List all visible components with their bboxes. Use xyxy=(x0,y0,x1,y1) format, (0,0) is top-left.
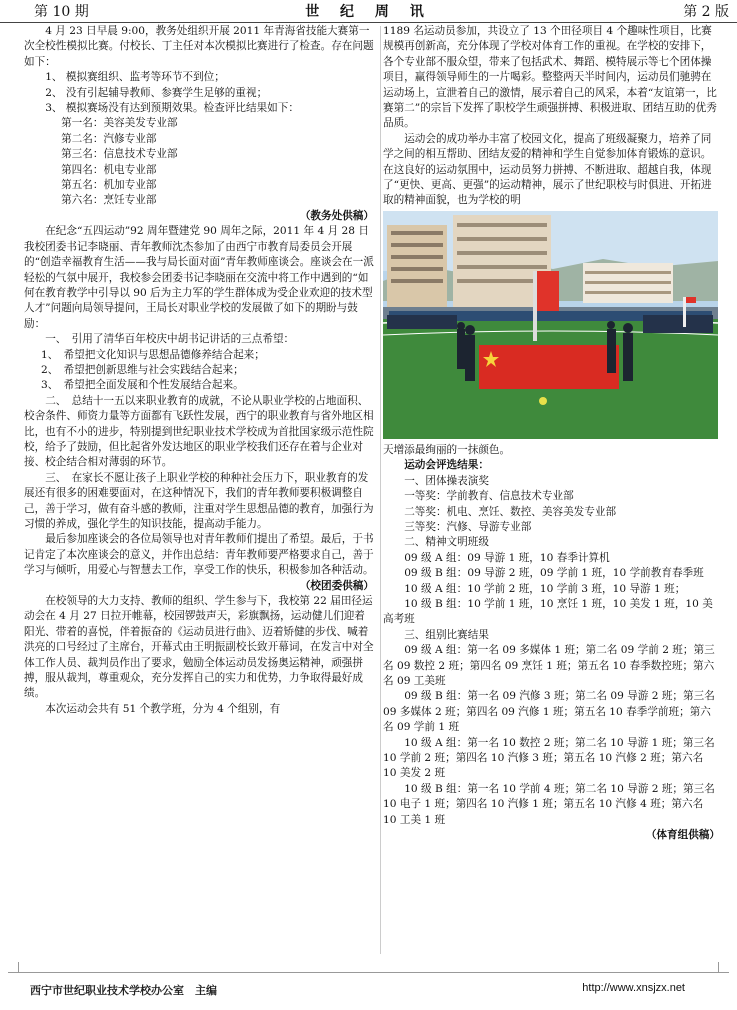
footer-rule xyxy=(18,972,719,973)
prize-line: 二等奖：机电、烹饪、数控、美容美发专业部 xyxy=(404,505,617,518)
ranking-item: 第一名：美容美发专业部 xyxy=(61,117,178,130)
spirit-line: 10 级 B 组：10 学前 1 班，10 烹饪 1 班，10 美发 1 班，10 美高考班 xyxy=(383,597,713,626)
page-header xyxy=(0,0,737,23)
newspaper-title: 世 纪 周 讯 xyxy=(305,4,432,20)
spirit-line: 10 级 A 组：10 学前 2 班，10 学前 3 班，10 导游 1 班； xyxy=(404,582,686,595)
contest-intro: 4 月 23 日早晨 9:00，教务处组织开展 2011 年青海省技能大赛第一次全校性模拟比赛。付校长、丁主任对本次模拟比赛进行了检查。存在问题如下： xyxy=(24,25,374,68)
prize-line: 三等奖：汽修、导游专业部 xyxy=(404,520,532,533)
hope-item: 2、 希望把创新思维与社会实践结合起来； xyxy=(40,363,244,376)
sports-meet-photo xyxy=(383,211,718,439)
results-title: 运动会评选结果： xyxy=(404,459,489,472)
issue-item: 2、 没有引起辅导教师、参赛学生足够的重视； xyxy=(45,86,268,99)
sports-meet-article: 在校领导的大力支持、教师的组织、学生参与下，我校第 22 届田径运动会在 4 月 27 日拉开帷幕，校园锣鼓声天，彩旗飘扬，运动健儿们迎着阳光、带着的喜悦，伴着振奋的《运动员进行曲》、迈着矫健的步伐、喊着洪亮的口号经过了主席台，开幕式由王明振副校长致开幕词，在发言中对全体工作人员、裁判员作出了要求，勉励全体运动员发扬奥运精神，顽强拼搏，服从裁判，尊重观众，充分发挥自己的实力和优势，力争取得最好成绩。 xyxy=(24,595,374,700)
hope-two: 二、 总结十一五以来职业教育的成就，不论从职业学校的占地面积、校舍条件、师资力量等方面都有飞跃性发展，西宁的职业教育与省外地区相比，也有不小的进步，特别提到世纪职业技术学校成为首批国家级示范性院校，给予了鼓励，但比起省外发达地区的职业学校我们还存在着与企业对接、校企结合相对薄弱的环节。 xyxy=(24,394,374,469)
group-result: 09 级 B 组：第一名 09 汽修 3 班；第二名 09 导游 2 班；第三名 09 多媒体 2 班；第四名 09 汽修 1 班；第五名 10 春季学前班；第六名 09 学前 1 班 xyxy=(383,690,715,734)
after-photo-text: 天增添最绚丽的一抹颜色。 xyxy=(383,443,511,456)
issue-number: 第 10 期 xyxy=(34,4,89,20)
hope-item: 3、 希望把全面发展和个性发展结合起来。 xyxy=(40,379,244,392)
source-credit: （体育组供稿） xyxy=(645,829,720,842)
hope-one: 一、 引用了清华百年校庆中胡书记讲话的三点希望： xyxy=(45,333,295,346)
spirit-line: 09 级 B 组：09 导游 2 班，09 学前 1 班，10 学前教育春季班 xyxy=(404,567,704,580)
issue-item: 1、 模拟赛组织、监考等环节不到位； xyxy=(45,71,225,84)
ranking-item: 第五名：机加专业部 xyxy=(61,179,157,192)
meeting-summary: 最后参加座谈会的各位局领导也对青年教师们提出了希望。最后，于书记肯定了本次座谈会的意义，并作出总结：青年教师要严格要求自己，善于学习与倾听，用爱心与智慧去工作，享受工作的快乐，积极参加各种活动。 xyxy=(24,533,374,577)
corner-mark xyxy=(718,962,729,973)
prize-line: 一等奖：学前教育、信息技术专业部 xyxy=(404,490,574,503)
page-number: 第 2 版 xyxy=(683,4,729,20)
culture-paragraph: 运动会的成功举办丰富了校园文化，提高了班级凝聚力，培养了同学之间的相互帮助、团结友爱的精神和学生自觉参加体育锻炼的意识。在这良好的运动氛围中，运动员努力拼搏、不断进取、超越自我，体现了“更快、更高、更强”的运动精神，展示了世纪职校与时俱进、开拓进取的精神面貌，也为学校的明 xyxy=(383,132,712,207)
section-team: 一、团体操表演奖 xyxy=(404,474,489,487)
ranking-item: 第六名：烹饪专业部 xyxy=(61,194,157,207)
website-link[interactable]: http://www.xnsjzx.net xyxy=(582,982,685,994)
right-column xyxy=(383,24,720,843)
group-result: 10 级 A 组：第一名 10 数控 2 班；第二名 10 导游 1 班；第三名 10 学前 2 班；第四名 10 汽修 3 班；第五名 10 汽修 2 班；第六名 10 美发 2 班 xyxy=(383,736,715,780)
ranking-item: 第四名：机电专业部 xyxy=(61,163,157,176)
athletes-paragraph: 1189 名运动员参加，共设立了 13 个田径项目 4 个趣味性项目，比赛规模再创新高，充分体现了学校对体育工作的重视。在学校的安排下，各个专业部不服众望，带来了包括武术、舞蹈、模特展示等七个团体操项目，赢得领导师生的一片喝彩。整整两天半时间内，运动员们驰骋在运动场上，宣泄着自己的激情，展示着自己的风采，本着“友谊第一，比赛第二”的宗旨下发挥了职校学生顽强拼搏、积极进取、团结互助的优秀品质。 xyxy=(383,25,717,130)
class-count: 本次运动会共有 51 个教学班，分为 4 个组别，有 xyxy=(45,702,281,715)
spirit-line: 09 级 A 组：09 导游 1 班，10 春季计算机 xyxy=(404,551,610,564)
source-credit: （校团委供稿） xyxy=(299,579,374,592)
section-spirit: 二、精神文明班级 xyxy=(404,536,489,549)
ranking-item: 第二名：汽修专业部 xyxy=(61,132,157,145)
hope-item: 1、 希望把文化知识与思想品德修养结合起来； xyxy=(40,348,265,361)
left-column xyxy=(24,24,374,717)
section-group: 三、组别比赛结果 xyxy=(404,628,489,641)
column-divider xyxy=(380,26,381,954)
group-result: 10 级 B 组：第一名 10 学前 4 班；第二名 10 导游 2 班；第三名 10 电子 1 班；第四名 10 汽修 1 班；第五名 10 汽修 4 班；第六名 10 工美 1 班 xyxy=(383,782,715,826)
editor-office: 西宁市世纪职业技术学校办公室 主编 xyxy=(30,984,217,997)
ranking-item: 第三名：信息技术专业部 xyxy=(61,148,178,161)
group-result: 09 级 A 组：第一名 09 多媒体 1 班；第二名 09 学前 2 班；第三名 09 数控 2 班；第四名 09 烹饪 1 班；第五名 10 春季数控班；第六名 09 工美班 xyxy=(383,644,715,687)
source-credit: （教务处供稿） xyxy=(299,209,374,222)
hope-three: 三、 在家长不愿让孩子上职业学校的种种社会压力下，职业教育的发展还有很多的困难要面对，在这种情况下，我们的青年教师要积极调整自己，善于学习，做有奋斗感的教师，注重对学生思想品德的教育，加强行为习惯的养成，强化学生的知识技能，提高动手能力。 xyxy=(24,471,374,530)
may4-article: 在纪念“五四运动”92 周年暨建党 90 周年之际，2011 年 4 月 28 日我校团委书记李晓丽、青年教师沈杰参加了由西宁市教育局委员会开展的“创造幸福教育生活——我与局长面对面”青年教师座谈会。座谈会在一派轻松的气氛中展开，我校参会团委书记李晓丽在交流中将工作中遇到的“如何在教育教学中引导以 90 后为主力军的学生群体成为受企业欢迎的技术型人才”问题向局领导提问，王局长对职业学校的发展做了如下的期盼与鼓励： xyxy=(24,225,374,330)
page-footer xyxy=(0,962,737,1002)
issue-item: 3、 模拟赛场没有达到预期效果。检查评比结果如下： xyxy=(45,102,299,115)
